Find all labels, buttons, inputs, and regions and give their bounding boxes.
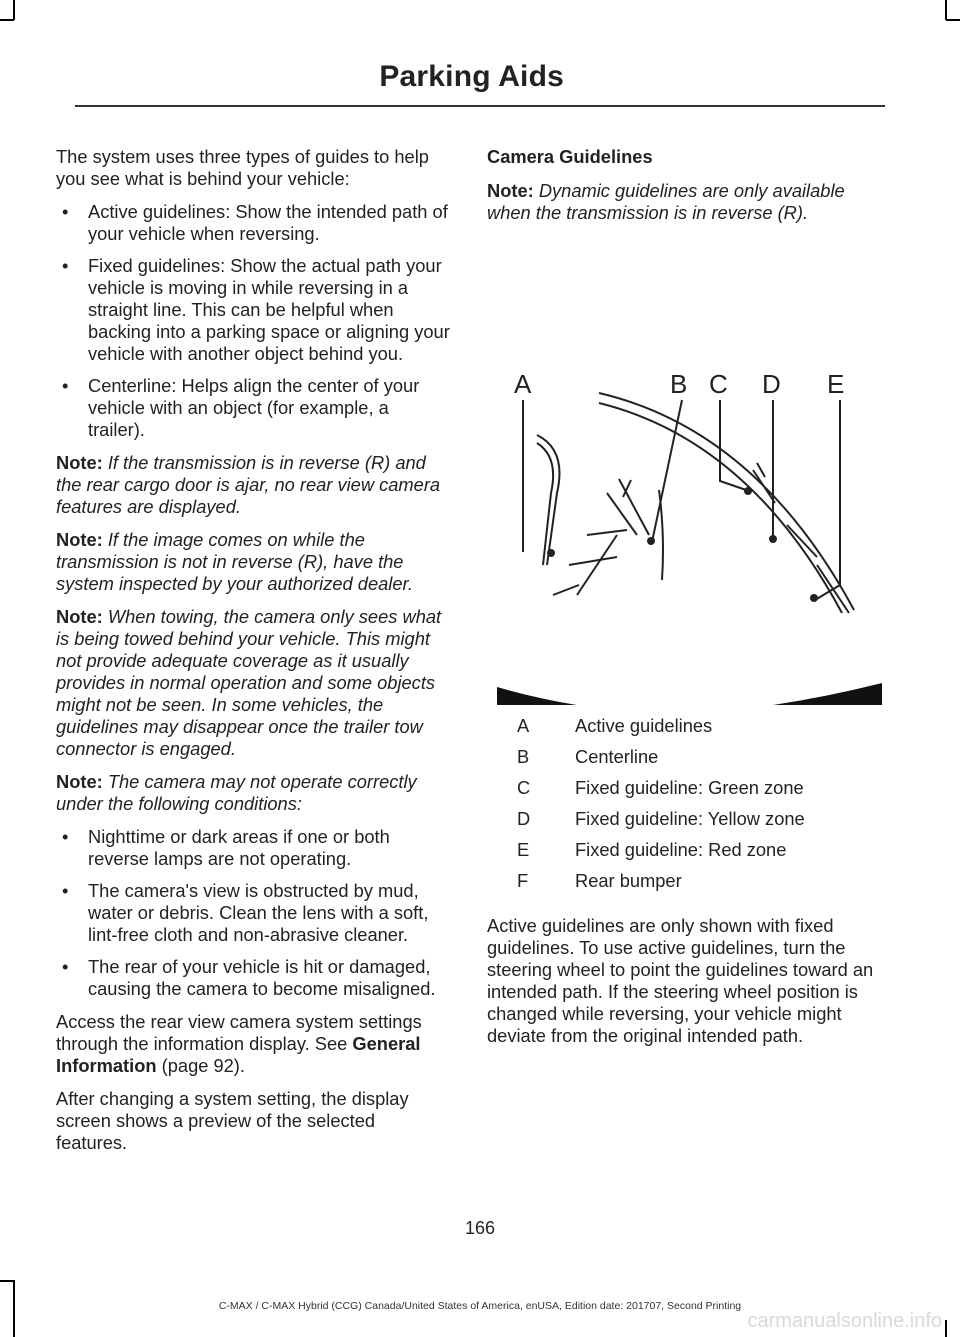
active-guideline-inner (537, 443, 553, 565)
crop-mark-top-left-v (13, 0, 15, 20)
page-number: 166 (464, 1218, 496, 1238)
after-change-paragraph: After changing a system setting, the display screen shows a preview of the selected features. (56, 1088, 409, 1153)
dot-c (744, 487, 752, 495)
list-item: • Active guidelines: Show the intended path of your vehicle when reversing. (56, 201, 450, 245)
crop-mark-top-right-v (945, 0, 947, 20)
inner-guideline-left-4 (569, 557, 617, 565)
table-row (517, 715, 805, 746)
camera-guidelines-figure (487, 235, 887, 705)
note-label: Note: (56, 771, 103, 792)
note-text: Dynamic guidelines are only available when the transmission is in reverse (R). (487, 180, 845, 223)
legend-value: Active guidelines (575, 715, 713, 736)
table-row (517, 808, 805, 839)
dot-a (547, 549, 555, 557)
footer-text: C-MAX / C-MAX Hybrid (CCG) Canada/United States of America, enUSA, Edition date: 201707, Second Printing (218, 1300, 742, 1312)
note-text: The camera may not operate correctly under the following conditions: (56, 771, 417, 814)
legend-key: D (517, 808, 531, 829)
header-rule (75, 105, 885, 107)
guide-types-list (56, 201, 450, 441)
inner-guideline-left-6 (577, 535, 617, 595)
crop-mark-bottom-left-h (0, 1280, 14, 1282)
list-item: • Fixed guidelines: Show the actual path your vehicle is moving in while reversing in a straight line. This can be helpful when backing into a parking space or aligning your vehicle with another object behind you. (56, 255, 450, 365)
camera-guidelines-diagram (487, 235, 887, 705)
inner-guideline-left-2 (607, 493, 637, 535)
list-item: • The camera's view is obstructed by mud, water or debris. Clean the lens with a soft, lint-free cloth and non-abrasive cleaner. (56, 880, 450, 946)
note-label: Note: (487, 180, 534, 201)
legend-value: Rear bumper (575, 870, 682, 891)
note-label: Note: (56, 452, 103, 473)
closing-paragraph: Active guidelines are only shown with fixed guidelines. To use active guidelines, turn the steering wheel to point the guidelines toward an intended path. If the steering wheel position is changed while reversing, your vehicle might deviate from the original intended path. (487, 915, 874, 1046)
note-label: Note: (56, 529, 103, 550)
legend-key: E (517, 839, 530, 860)
legend-value: Centerline (575, 746, 659, 767)
leader-e (815, 400, 840, 600)
legend-key: C (517, 777, 531, 798)
note-image-not-in-reverse (56, 529, 450, 595)
table-row (517, 746, 805, 777)
note-label: Note: (56, 606, 103, 627)
intro-paragraph: The system uses three types of guides to help you see what is behind your vehicle: (56, 146, 429, 189)
figure-label-b: B (670, 369, 688, 399)
conditions-list (56, 826, 450, 1000)
inner-guideline-left-3 (587, 530, 627, 535)
legend-value: Fixed guideline: Red zone (575, 839, 787, 860)
access-settings-paragraph (56, 1011, 450, 1077)
inner-guideline-left-5 (553, 585, 579, 595)
outer-guideline-top (599, 393, 854, 610)
crop-mark-bottom-right-v (945, 1320, 947, 1337)
figure-label-d: D (762, 369, 781, 399)
leader-c (720, 400, 749, 491)
note-dynamic-guidelines (487, 180, 887, 224)
page-title: Parking Aids (379, 60, 564, 93)
legend-value: Fixed guideline: Green zone (575, 777, 804, 798)
figure-label-a: A (514, 369, 532, 399)
list-item: • The rear of your vehicle is hit or damaged, causing the camera to become misaligned. (56, 956, 450, 1000)
crop-mark-top-right-h (946, 19, 960, 21)
list-item: • Nighttime or dark areas if one or both reverse lamps are not operating. (56, 826, 450, 870)
dot-b (647, 537, 655, 545)
dot-e (810, 594, 818, 602)
access-prefix: Access the rear view camera system settings through the information display. See (56, 1011, 422, 1054)
legend-key: A (517, 715, 530, 736)
general-information-link[interactable]: General Information (56, 1033, 421, 1076)
right-column (487, 146, 887, 1058)
figure-label-e: E (827, 369, 845, 399)
section-heading: Camera Guidelines (487, 146, 653, 167)
access-suffix: (page 92). (161, 1055, 245, 1076)
legend-key: B (517, 746, 530, 767)
list-item: • Centerline: Helps align the center of your vehicle with an object (for example, a trailer). (56, 375, 450, 441)
figure-label-c: C (709, 369, 728, 399)
inner-guideline-left-1 (619, 479, 649, 535)
figure-legend (517, 715, 805, 901)
note-towing (56, 606, 450, 760)
note-text: If the image comes on while the transmission is not in reverse (R), have the system inspected by your authorized dealer. (56, 529, 414, 594)
inner-guideline-right-2 (757, 463, 765, 477)
table-row (517, 839, 805, 870)
table-row (517, 870, 805, 901)
rear-bumper-shape (497, 683, 882, 705)
legend-value: Fixed guideline: Yellow zone (575, 808, 805, 829)
note-text: When towing, the camera only sees what is being towed behind your vehicle. This might not provide adequate coverage as it usually provides in normal operation and some objects might not be seen. In some vehicles, the guidelines may disappear once the trailer tow connector is engaged. (56, 606, 442, 759)
note-text: If the transmission is in reverse (R) and the rear cargo door is ajar, no rear view camera features are displayed. (56, 452, 441, 517)
legend-key: F (517, 870, 529, 891)
watermark: carmanualsonline.info (747, 1310, 942, 1332)
note-conditions (56, 771, 450, 815)
table-row (517, 777, 805, 808)
note-reverse-cargo-door (56, 452, 450, 518)
leader-b (652, 400, 682, 542)
crop-mark-top-left-h (0, 19, 14, 21)
dot-d (769, 535, 777, 543)
left-column (56, 146, 450, 1165)
